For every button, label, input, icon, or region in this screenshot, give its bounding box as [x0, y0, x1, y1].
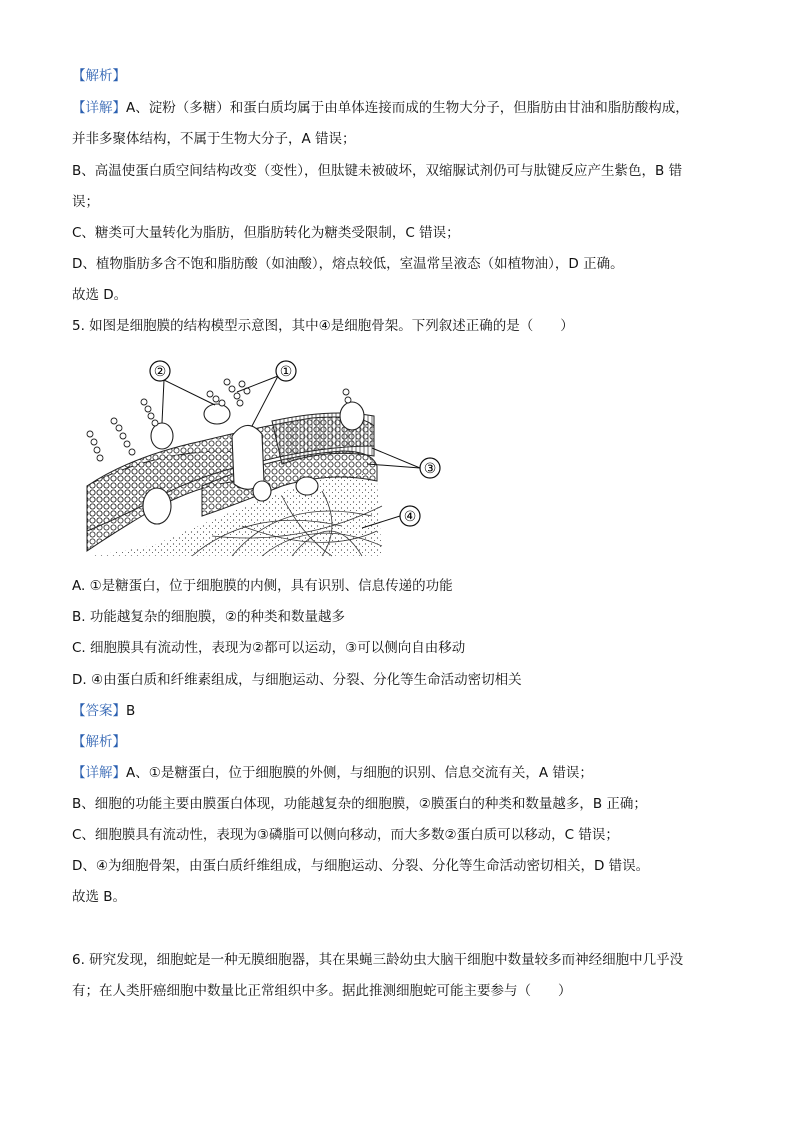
q4-analysis-line-6: D、植物脂肪多含不饱和脂肪酸（如油酸），熔点较低，室温常呈液态（如植物油），D 正确。: [72, 256, 624, 272]
label-1: [276, 361, 296, 381]
q5-answer-line: [72, 701, 732, 721]
q5-analysis-line-1: [72, 763, 732, 783]
label-3-text: ③: [423, 461, 437, 477]
q4-detail-tag: 【详解】: [72, 100, 126, 116]
q4-analysis-line-1: [72, 98, 732, 118]
q6-stem-line-1: 6. 研究发现，细胞蛇是一种无膜细胞器，其在果蝇三龄幼虫大脑干细胞中数量较多而神经细胞中几乎没: [72, 952, 684, 968]
q5-option-a: A. ①是糖蛋白，位于细胞膜的内侧，具有识别、信息传递的功能: [72, 578, 453, 594]
q4-analysis-line-3: B、高温使蛋白质空间结构改变（变性），但肽键未被破坏，双缩脲试剂仍可与肽键反应产生紫色，B 错: [72, 163, 683, 179]
q5-option-d: D. ④由蛋白质和纤维素组成，与细胞运动、分裂、分化等生命活动密切相关: [72, 672, 522, 688]
q4-line-text: A、淀粉（多糖）和蛋白质均属于由单体连接而成的生物大分子，但脂肪由甘油和脂肪酸构成，: [126, 100, 689, 116]
q5-option-b: B. 功能越复杂的细胞膜，②的种类和数量越多: [72, 609, 345, 625]
q5-conclusion: 故选 B。: [72, 889, 127, 905]
label-4: [400, 506, 420, 526]
protein-4: [143, 488, 171, 524]
q5-analysis-line-2: B、细胞的功能主要由膜蛋白体现，功能越复杂的细胞膜，②膜蛋白的种类和数量越多，B 正确；: [72, 796, 647, 812]
q5-detail-tag: 【详解】: [72, 765, 126, 781]
q5-answer: B: [126, 703, 136, 719]
protein-transmembrane: [232, 425, 264, 489]
q5-line-text: A、①是糖蛋白，位于细胞膜的外侧，与细胞的识别、信息交流有关，A 错误；: [126, 765, 593, 781]
q4-conclusion: 故选 D。: [72, 287, 128, 303]
protein-2: [204, 404, 230, 424]
q4-analysis-line-4: 误；: [72, 194, 99, 210]
cell-membrane-diagram: [82, 356, 442, 561]
label-3: [420, 458, 440, 478]
q5-option-c: C. 细胞膜具有流动性，表现为②都可以运动，③可以侧向自由移动: [72, 640, 466, 656]
label-1-text: ①: [279, 364, 293, 380]
q4-analysis-header: 【解析】: [72, 68, 126, 84]
q5-stem: 5. 如图是细胞膜的结构模型示意图，其中④是细胞骨架。下列叙述正确的是（ ）: [72, 318, 574, 334]
label-2-text: ②: [153, 364, 167, 380]
q5-analysis-header: 【解析】: [72, 734, 126, 750]
q5-analysis-line-4: D、④为细胞骨架，由蛋白质纤维组成，与细胞运动、分裂、分化等生命活动密切相关，D 错误。: [72, 858, 650, 874]
q5-analysis-line-3: C、细胞膜具有流动性，表现为③磷脂可以侧向移动，而大多数②蛋白质可以移动，C 错误；: [72, 827, 619, 843]
q6-stem-line-2: 有；在人类肝癌细胞中数量比正常组织中多。据此推测细胞蛇可能主要参与（ ）: [72, 983, 572, 999]
q5-answer-tag: 【答案】: [72, 703, 126, 719]
q4-analysis-line-2: 并非多聚体结构，不属于生物大分子，A 错误；: [72, 131, 356, 147]
protein-5: [296, 477, 318, 495]
q4-analysis-line-5: C、糖类可大量转化为脂肪，但脂肪转化为糖类受限制，C 错误；: [72, 225, 460, 241]
protein-3: [340, 402, 364, 430]
protein-1: [151, 423, 173, 449]
label-2: [150, 361, 170, 381]
protein-6: [253, 481, 271, 501]
label-4-text: ④: [403, 509, 417, 525]
